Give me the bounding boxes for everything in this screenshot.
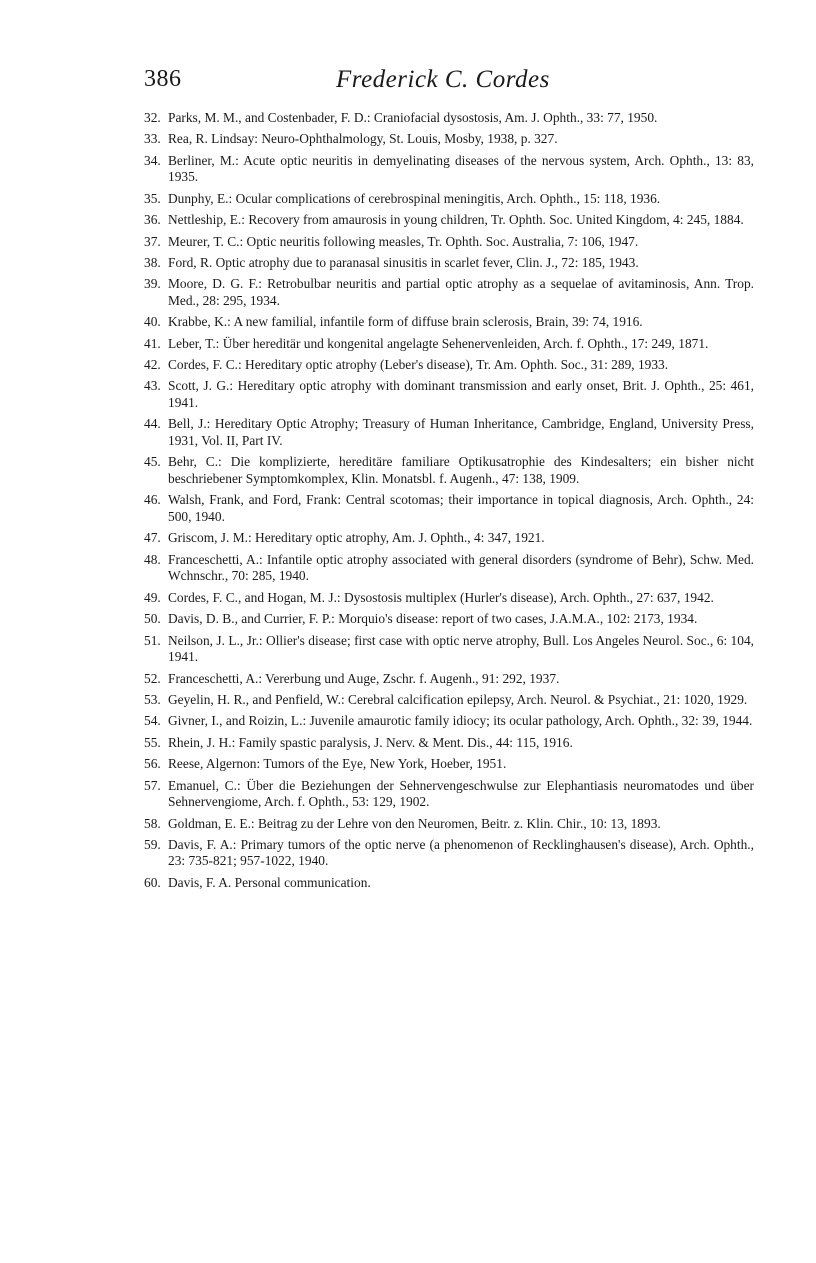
reference-text: Reese, Algernon: Tumors of the Eye, New York, Hoeber, 1951. <box>168 756 507 772</box>
reference-text: Goldman, E. E.: Beitrag zu der Lehre von den Neuromen, Beitr. z. Klin. Chir., 10: 13, 1893. <box>168 815 661 831</box>
reference-number: 34. <box>144 152 161 168</box>
reference-text: Berliner, M.: Acute optic neuritis in demyelinating diseases of the nervous system, Arch. Ophth., 13: 83, 1935. <box>168 152 754 185</box>
reference-number: 46. <box>144 492 161 508</box>
reference-item <box>144 756 754 773</box>
reference-number: 40. <box>144 314 161 330</box>
reference-text: Parks, M. M., and Costenbader, F. D.: Craniofacial dysostosis, Am. J. Ophth., 33: 77, 1950. <box>168 110 658 125</box>
reference-text: Walsh, Frank, and Ford, Frank: Central scotomas; their importance in topical diagnosis, Arch. Ophth., 24: 500, 1940. <box>168 492 754 525</box>
reference-item <box>144 735 754 752</box>
reference-number: 56. <box>144 756 161 772</box>
reference-list <box>144 110 754 896</box>
reference-number: 38. <box>144 254 161 270</box>
reference-number: 32. <box>144 110 161 125</box>
reference-text: Dunphy, E.: Ocular complications of cerebrospinal meningitis, Arch. Ophth., 15: 118, 1936. <box>168 190 661 206</box>
reference-number: 42. <box>144 357 161 373</box>
running-head: Frederick C. Cordes <box>336 66 550 93</box>
reference-text: Meurer, T. C.: Optic neuritis following measles, Tr. Ophth. Soc. Australia, 7: 106, 1947. <box>168 233 639 249</box>
reference-text: Davis, F. A.: Primary tumors of the optic nerve (a phenomenon of Recklinghausen's disease), Arch. Ophth., 23: 735-821; 957-1022, 1940. <box>168 836 754 869</box>
reference-number: 39. <box>144 276 161 292</box>
reference-number: 44. <box>144 416 161 432</box>
reference-text: Leber, T.: Über hereditär und kongenital angelagte Sehenervenleiden, Arch. f. Ophth., 17: 249, 1871. <box>168 335 709 351</box>
reference-text: Ford, R. Optic atrophy due to paranasal sinusitis in scarlet fever, Clin. J., 72: 185, 1943. <box>168 254 639 270</box>
reference-item <box>144 153 754 186</box>
reference-number: 43. <box>144 378 161 394</box>
reference-number: 52. <box>144 670 161 686</box>
reference-item <box>144 492 754 525</box>
reference-item <box>144 131 754 148</box>
reference-item <box>144 837 754 870</box>
reference-text: Davis, F. A. Personal communication. <box>168 874 371 890</box>
reference-item <box>144 611 754 628</box>
reference-item <box>144 713 754 730</box>
reference-item <box>144 816 754 833</box>
reference-text: Geyelin, H. R., and Penfield, W.: Cerebral calcification epilepsy, Arch. Neurol. & Psychiat., 21: 1020, 1929. <box>168 691 748 707</box>
reference-item <box>144 110 754 127</box>
reference-number: 51. <box>144 632 161 648</box>
reference-text: Davis, D. B., and Currier, F. P.: Morquio's disease: report of two cases, J.A.M.A., 102: 2173, 1934. <box>168 611 698 627</box>
reference-item <box>144 454 754 487</box>
reference-number: 57. <box>144 777 161 793</box>
reference-item <box>144 378 754 411</box>
reference-text: Cordes, F. C., and Hogan, M. J.: Dysostosis multiplex (Hurler's disease), Arch. Ophth., 27: 637, 1942. <box>168 589 714 605</box>
reference-item <box>144 692 754 709</box>
reference-text: Emanuel, C.: Über die Beziehungen der Sehnervengeschwulse zur Elephantiasis neuromatodes und über Sehnervengiome, Arch. f. Ophth., 53: 129, 1902. <box>168 777 754 810</box>
reference-item <box>144 671 754 688</box>
reference-item <box>144 276 754 309</box>
reference-number: 37. <box>144 233 161 249</box>
reference-text: Rhein, J. H.: Family spastic paralysis, J. Nerv. & Ment. Dis., 44: 115, 1916. <box>168 734 573 750</box>
reference-item <box>144 234 754 251</box>
reference-number: 36. <box>144 212 161 228</box>
reference-text: Franceschetti, A.: Vererbung und Auge, Zschr. f. Augenh., 91: 292, 1937. <box>168 670 560 686</box>
reference-text: Krabbe, K.: A new familial, infantile form of diffuse brain sclerosis, Brain, 39: 74, 1916. <box>168 314 643 330</box>
reference-item <box>144 191 754 208</box>
reference-number: 53. <box>144 691 161 707</box>
reference-number: 59. <box>144 836 161 852</box>
reference-text: Griscom, J. M.: Hereditary optic atrophy, Am. J. Ophth., 4: 347, 1921. <box>168 530 545 546</box>
reference-number: 47. <box>144 530 161 546</box>
reference-text: Franceschetti, A.: Infantile optic atrophy associated with general disorders (syndrome of Behr), Schw. Med. Wchnschr., 70: 285, 1940. <box>168 551 754 584</box>
reference-text: Behr, C.: Die komplizierte, hereditäre familiare Optikusatrophie des Kindesalters; ein bisher nicht beschriebener Symptomkomplex, Klin. Monatsbl. f. Augenh., 47: 138, 1909. <box>168 454 754 487</box>
reference-number: 45. <box>144 454 161 470</box>
reference-item <box>144 778 754 811</box>
reference-number: 55. <box>144 734 161 750</box>
reference-item <box>144 212 754 229</box>
reference-item <box>144 633 754 666</box>
reference-number: 54. <box>144 713 161 729</box>
reference-item <box>144 875 754 892</box>
page-header <box>144 66 754 100</box>
reference-item <box>144 552 754 585</box>
reference-text: Nettleship, E.: Recovery from amaurosis in young children, Tr. Ophth. Soc. United Kingdom, 4: 245, 1884. <box>168 212 744 228</box>
reference-number: 60. <box>144 874 161 890</box>
reference-number: 58. <box>144 815 161 831</box>
reference-item <box>144 357 754 374</box>
reference-text: Cordes, F. C.: Hereditary optic atrophy (Leber's disease), Tr. Am. Ophth. Soc., 31: 289, 1933. <box>168 357 669 373</box>
reference-number: 48. <box>144 551 161 567</box>
reference-item <box>144 416 754 449</box>
reference-text: Scott, J. G.: Hereditary optic atrophy with dominant transmission and early onset, Brit. J. Ophth., 25: 461, 1941. <box>168 378 754 411</box>
reference-number: 35. <box>144 190 161 206</box>
reference-text: Neilson, J. L., Jr.: Ollier's disease; first case with optic nerve atrophy, Bull. Los Angeles Neurol. Soc., 6: 104, 1941. <box>168 632 754 665</box>
reference-item <box>144 590 754 607</box>
reference-number: 33. <box>144 131 161 147</box>
reference-text: Rea, R. Lindsay: Neuro-Ophthalmology, St. Louis, Mosby, 1938, p. 327. <box>168 131 558 147</box>
reference-text: Bell, J.: Hereditary Optic Atrophy; Treasury of Human Inheritance, Cambridge, England, University Press, 1931, Vol. II, Part IV. <box>168 416 754 449</box>
reference-text: Givner, I., and Roizin, L.: Juvenile amaurotic family idiocy; its ocular pathology, Arch. Ophth., 32: 39, 1944. <box>168 713 753 729</box>
page-number: 386 <box>144 66 182 92</box>
reference-number: 50. <box>144 611 161 627</box>
reference-number: 49. <box>144 589 161 605</box>
reference-item <box>144 255 754 272</box>
reference-item <box>144 530 754 547</box>
reference-text: Moore, D. G. F.: Retrobulbar neuritis and partial optic atrophy as a sequelae of avitaminosis, Ann. Trop. Med., 28: 295, 1934. <box>168 276 754 308</box>
reference-item <box>144 314 754 331</box>
reference-item <box>144 336 754 353</box>
reference-number: 41. <box>144 335 161 351</box>
